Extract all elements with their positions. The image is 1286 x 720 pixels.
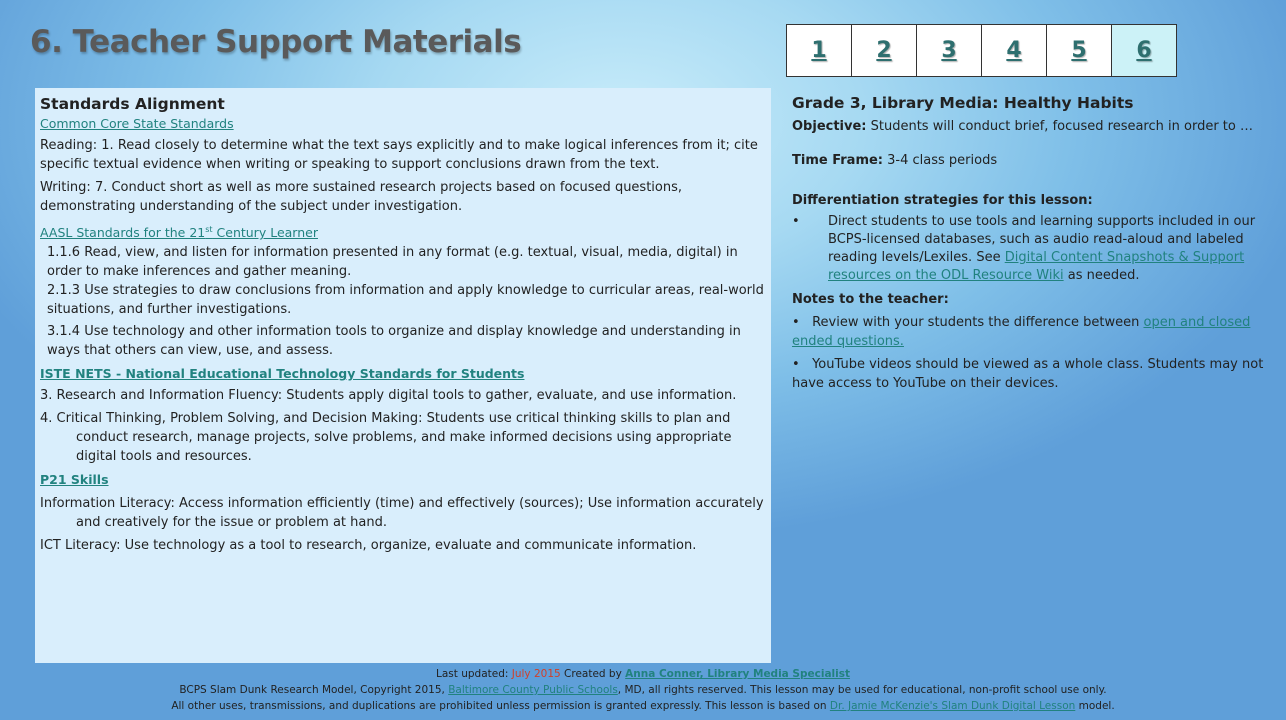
lesson-heading: Grade 3, Library Media: Healthy Habits	[792, 94, 1134, 112]
ccss-link[interactable]: Common Core State Standards	[40, 116, 234, 131]
p21-ict-literacy: ICT Literacy: Use technology as a tool to research, organize, evaluate and communicate information.	[40, 538, 697, 554]
iste-link[interactable]: ISTE NETS - National Educational Technology Standards for Students	[40, 366, 525, 382]
page-link-6[interactable]: 6	[1112, 25, 1176, 76]
reading-standard: Reading: 1. Read closely to determine what the text says explicitly and to make logical inferences from it; cite specific textual evidence when writing or speaking to support conclusions drawn from the text.	[40, 138, 758, 172]
open-closed-questions-link[interactable]: open and closed ended questions.	[792, 315, 1251, 349]
aasl-link[interactable]: AASL Standards for the 21st Century Learner	[40, 225, 318, 241]
page-link-4[interactable]: 4	[982, 25, 1047, 76]
page-link-3[interactable]: 3	[917, 25, 982, 76]
digital-content-link[interactable]: Digital Content Snapshots & Support resources on the ODL Resource Wiki	[828, 250, 1245, 283]
aasl-standard-1: 1.1.6 Read, view, and listen for information presented in any format (e.g. textual, visual, media, digital) in order to make inferences and gather meaning.	[47, 245, 738, 280]
page-link-1[interactable]: 1	[787, 25, 852, 76]
objective: Objective: Students will conduct brief, focused research in order to …	[792, 119, 1253, 134]
aasl-standard-2: 2.1.3 Use strategies to draw conclusions from information and apply knowledge to curricular areas, real-world situations, and further investigations.	[47, 283, 764, 318]
mckenzie-link[interactable]: Dr. Jamie McKenzie's Slam Dunk Digital Lesson	[829, 700, 1076, 712]
bcps-link[interactable]: Baltimore County Public Schools	[448, 684, 618, 696]
notes-label: Notes to the teacher:	[792, 292, 949, 307]
footer	[0, 666, 1286, 714]
note-questions: • Review with your students the difference between open and closed ended questions.	[792, 315, 1251, 349]
iste-standard-1: 3. Research and Information Fluency: Students apply digital tools to gather, evaluate, and use information.	[40, 388, 737, 404]
differentiation-label: Differentiation strategies for this lesson:	[792, 193, 1093, 208]
note-youtube: • YouTube videos should be viewed as a whole class. Students may not have access to YouTube on their devices.	[792, 357, 1264, 391]
author-link[interactable]: Anna Conner, Library Media Specialist	[625, 668, 850, 680]
page-link-5[interactable]: 5	[1047, 25, 1112, 76]
page-navigation	[786, 24, 1177, 77]
footer-line-3: All other uses, transmissions, and duplications are prohibited unless permission is granted expressly. This lesson is based on Dr. Jamie McKenzie's Slam Dunk Digital Lesson model.	[171, 700, 1115, 712]
iste-standard-2: 4. Critical Thinking, Problem Solving, and Decision Making: Students use critical thinking skills to plan and conduct research, manage projects, solve problems, and make informed decisions using appropriate digital tools and resources.	[40, 411, 732, 465]
aasl-standard-3: 3.1.4 Use technology and other information tools to organize and display knowledge and understanding in ways that others can view, use, and assess.	[47, 324, 741, 359]
last-updated-date: July 2015	[511, 668, 561, 680]
time-frame: Time Frame: 3-4 class periods	[792, 153, 998, 168]
standards-heading: Standards Alignment	[40, 95, 225, 113]
p21-link[interactable]: P21 Skills	[40, 472, 109, 488]
lesson-info-panel	[792, 92, 1267, 393]
differentiation-item: • Direct students to use tools and learning supports included in our BCPS-licensed databases, such as audio read-aloud and labeled reading levels/Lexiles. See Digital Content Snapshots & Support resources on the ODL Resource Wiki as needed.	[792, 214, 1256, 283]
page-title: 6. Teacher Support Materials	[30, 24, 522, 60]
standards-alignment-panel	[35, 88, 771, 663]
p21-information-literacy: Information Literacy: Access information efficiently (time) and effectively (sources); Use information accurately and creatively for the issue or problem at hand.	[40, 496, 764, 531]
footer-line-2: BCPS Slam Dunk Research Model, Copyright 2015, Baltimore County Public Schools, MD, all rights reserved. This lesson may be used for educational, non-profit school use only.	[179, 684, 1107, 696]
page-link-2[interactable]: 2	[852, 25, 917, 76]
writing-standard: Writing: 7. Conduct short as well as more sustained research projects based on focused questions, demonstrating understanding of the subject under investigation.	[40, 180, 683, 214]
footer-line-1: Last updated: July 2015 Created by Anna Conner, Library Media Specialist	[436, 668, 850, 680]
